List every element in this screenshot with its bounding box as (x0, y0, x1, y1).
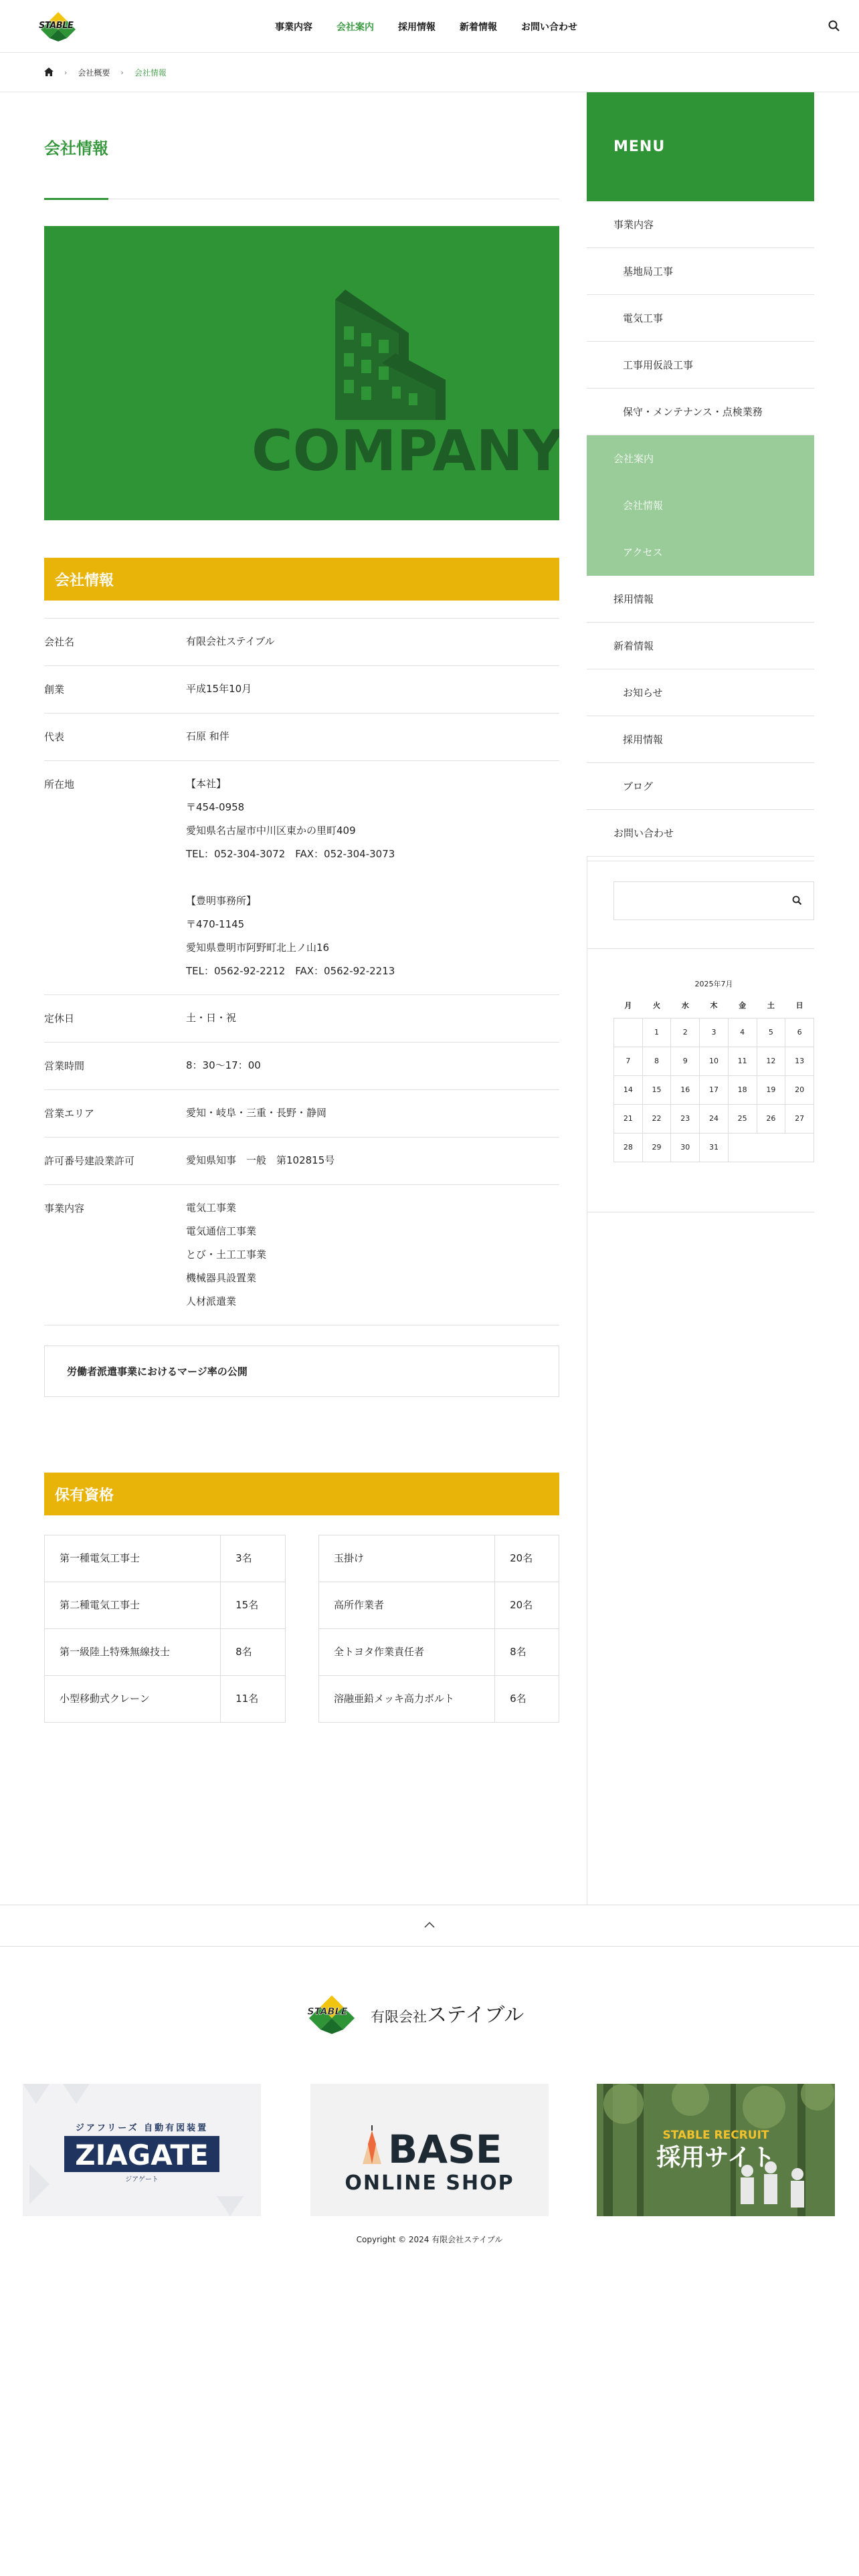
sidebar-menu-item[interactable]: 基地局工事 (587, 248, 814, 295)
svg-text:BASE: BASE (388, 2127, 502, 2172)
calendar-day: 19 (757, 1075, 785, 1104)
svg-text:ジアゲート: ジアゲート (125, 2176, 159, 2183)
info-row (44, 1042, 559, 1089)
nav-news[interactable]: 新着情報 (460, 21, 497, 33)
info-value-line: 愛知・岐阜・三重・長野・静岡 (186, 1107, 327, 1119)
calendar-day: 3 (700, 1018, 729, 1047)
qualification-count: 11名 (221, 1676, 286, 1723)
qualification-name: 第二種電気工事士 (45, 1582, 221, 1629)
svg-text:ジアフリーズ 自動有図装置: ジアフリーズ 自動有図装置 (75, 2123, 209, 2133)
qualifications-table-right (318, 1535, 559, 1723)
calendar-day: 7 (614, 1047, 643, 1075)
qualifications-table-left (44, 1535, 286, 1723)
base-shop-banner[interactable] (310, 2084, 549, 2216)
info-row (44, 1137, 559, 1184)
info-row (44, 994, 559, 1042)
info-label: 代表 (44, 731, 65, 743)
sidebar-menu-item[interactable]: 新着情報 (587, 623, 814, 669)
hero-image (44, 226, 559, 520)
main-nav (263, 0, 589, 53)
qualification-count: 20名 (495, 1582, 559, 1629)
info-label: 事業内容 (44, 1202, 85, 1214)
nav-company[interactable]: 会社案内 (337, 21, 374, 33)
site-logo[interactable] (39, 9, 78, 41)
info-value (186, 630, 559, 654)
nav-business[interactable]: 事業内容 (275, 21, 312, 33)
calendar-weekday: 水 (681, 1000, 689, 1010)
sidebar-search-input[interactable] (613, 881, 814, 920)
qualification-name: 第一級陸上特殊無線技士 (45, 1629, 221, 1676)
page-top-button[interactable] (0, 1905, 859, 1947)
home-icon[interactable] (44, 68, 54, 78)
info-value (186, 725, 559, 749)
svg-text:STABLE RECRUIT: STABLE RECRUIT (662, 2129, 769, 2142)
sidebar-menu-item[interactable]: 電気工事 (587, 295, 814, 342)
calendar-day: 22 (642, 1104, 671, 1133)
sidebar-menu-item[interactable]: お知らせ (587, 669, 814, 716)
calendar-weekday: 火 (653, 1000, 661, 1010)
info-value-line: 土・日・祝 (186, 1012, 237, 1024)
calendar-day: 28 (614, 1133, 643, 1162)
calendar-day: 10 (700, 1047, 729, 1075)
info-row (44, 760, 559, 994)
footer-logo[interactable] (306, 1992, 524, 2034)
svg-text:ZIAGATE: ZIAGATE (75, 2139, 209, 2171)
divider (587, 948, 814, 949)
qualifications-heading: 保有資格 (44, 1473, 559, 1515)
chevron-up-icon (424, 1921, 435, 1928)
svg-text:STABLE: STABLE (307, 2006, 348, 2018)
calendar-day: 9 (671, 1047, 700, 1075)
calendar-day: 1 (642, 1018, 671, 1047)
calendar-weekday: 木 (710, 1000, 718, 1010)
info-value-line: 愛知県知事 一般 第102815号 (186, 1154, 335, 1166)
search-icon[interactable] (791, 894, 804, 907)
info-value-line: 平成15年10月 (186, 683, 252, 695)
info-value (186, 1101, 559, 1125)
info-label: 定休日 (44, 1012, 75, 1025)
calendar (613, 992, 814, 1162)
qualification-row (45, 1582, 286, 1629)
info-value-line: 8：30〜17：00 (186, 1059, 261, 1071)
sidebar-menu-item[interactable]: 会社案内 (587, 435, 814, 482)
qualification-row (319, 1535, 559, 1582)
sidebar-menu-item[interactable]: お問い合わせ (587, 810, 814, 857)
breadcrumb-company-overview[interactable]: 会社概要 (78, 68, 110, 78)
calendar-day: 13 (785, 1047, 814, 1075)
company-info-table (44, 618, 559, 1325)
company-info-heading: 会社情報 (44, 558, 559, 601)
info-value-line: 機械器具設置業 (186, 1272, 257, 1284)
calendar-day: 12 (757, 1047, 785, 1075)
calendar-day: 4 (728, 1018, 757, 1047)
info-row (44, 1184, 559, 1325)
info-value-line: 電気工事業 (186, 1202, 237, 1214)
calendar-empty (728, 1133, 814, 1162)
sidebar-menu-item[interactable]: 事業内容 (587, 201, 814, 248)
logo-mark (39, 9, 78, 41)
calendar-day: 30 (671, 1133, 700, 1162)
sidebar-menu-item[interactable]: 採用情報 (587, 716, 814, 763)
calendar-weekday: 金 (739, 1000, 747, 1010)
ziagate-banner[interactable] (23, 2084, 261, 2216)
chevron-right-icon: › (64, 68, 68, 77)
sidebar-menu (587, 201, 814, 857)
sidebar-menu-item[interactable]: 保守・メンテナンス・点検業務 (587, 389, 814, 435)
info-value-line: とび・土工工事業 (186, 1249, 267, 1261)
margin-rate-link[interactable]: 労働者派遣事業におけるマージ率の公開 (44, 1346, 559, 1397)
calendar-day: 20 (785, 1075, 814, 1104)
sidebar-menu-item[interactable]: 採用情報 (587, 576, 814, 623)
info-value (186, 1196, 559, 1313)
info-value-line: 〒454-0958 (186, 801, 245, 813)
info-value-line: 〒470-1145 (186, 918, 245, 930)
info-label: 会社名 (44, 636, 75, 648)
info-row (44, 665, 559, 713)
info-value-line: 石原 和伴 (186, 730, 229, 742)
hero-company-text: COMPANY (252, 418, 559, 484)
calendar-day: 5 (757, 1018, 785, 1047)
breadcrumb (0, 53, 859, 92)
sidebar-menu-item[interactable]: アクセス (587, 529, 814, 576)
calendar-title: 2025年7月 (694, 980, 733, 988)
page-title: 会社情報 (44, 139, 108, 158)
calendar-day: 16 (671, 1075, 700, 1104)
info-value (186, 1149, 559, 1173)
title-accent (44, 198, 108, 200)
qualification-name: 玉掛け (319, 1535, 495, 1582)
info-label: 所在地 (44, 778, 75, 790)
info-label: 営業エリア (44, 1107, 95, 1119)
qualification-count: 8名 (221, 1629, 286, 1676)
calendar-day: 21 (614, 1104, 643, 1133)
calendar-day: 25 (728, 1104, 757, 1133)
info-value-line: TEL：052-304-3072 FAX：052-304-3073 (186, 848, 395, 860)
qualification-count: 3名 (221, 1535, 286, 1582)
info-value-line: 有限会社ステイブル (186, 635, 275, 647)
info-row (44, 713, 559, 760)
calendar-day (614, 1018, 643, 1047)
calendar-day: 23 (671, 1104, 700, 1133)
calendar-day: 27 (785, 1104, 814, 1133)
qualification-row (319, 1582, 559, 1629)
info-value-line (186, 866, 559, 889)
svg-text:採用サイト: 採用サイト (656, 2144, 775, 2171)
copyright: Copyright © 2024 有限会社ステイブル (356, 2235, 503, 2244)
calendar-day: 29 (642, 1133, 671, 1162)
calendar-day: 15 (642, 1075, 671, 1104)
qualification-name: 第一種電気工事士 (45, 1535, 221, 1582)
calendar-weekday: 土 (767, 1000, 775, 1010)
breadcrumb-current: 会社情報 (134, 68, 167, 78)
footer-logo-mark (306, 1992, 357, 2034)
calendar-day: 17 (700, 1075, 729, 1104)
calendar-day: 8 (642, 1047, 671, 1075)
sidebar-menu-item[interactable]: 会社情報 (587, 482, 814, 529)
info-value (186, 1054, 559, 1078)
nav-contact[interactable]: お問い合わせ (521, 21, 577, 33)
calendar-weekday: 日 (795, 1000, 803, 1010)
sidebar-menu-item[interactable]: ブログ (587, 763, 814, 810)
calendar-weekday: 月 (624, 1000, 632, 1010)
qualification-row (45, 1629, 286, 1676)
qualification-name: 高所作業者 (319, 1582, 495, 1629)
site-header (0, 0, 859, 53)
qualification-name: 全トヨタ作業責任者 (319, 1629, 495, 1676)
qualification-count: 8名 (495, 1629, 559, 1676)
calendar-day: 31 (700, 1133, 729, 1162)
info-row (44, 618, 559, 665)
qualification-name: 溶融亜鉛メッキ高力ボルト (319, 1676, 495, 1723)
calendar-day: 11 (728, 1047, 757, 1075)
info-label: 創業 (44, 683, 65, 695)
qualification-name: 小型移動式クレーン (45, 1676, 221, 1723)
info-value-line: 愛知県豊明市阿野町北上ノ山16 (186, 942, 330, 954)
calendar-day: 6 (785, 1018, 814, 1047)
qualification-row (45, 1676, 286, 1723)
info-label: 営業時間 (44, 1060, 85, 1072)
recruit-site-banner[interactable] (597, 2084, 835, 2216)
search-icon[interactable] (827, 19, 842, 33)
info-value-line: TEL：0562-92-2212 FAX：0562-92-2213 (186, 965, 395, 977)
qualification-count: 15名 (221, 1582, 286, 1629)
svg-text:ONLINE SHOP: ONLINE SHOP (345, 2171, 514, 2195)
info-value-line: 【本社】 (186, 778, 227, 790)
sidebar-menu-item[interactable]: 工事用仮設工事 (587, 342, 814, 389)
footer-company-name: 有限会社ステイブル (371, 2004, 524, 2027)
info-value-line: 電気通信工事業 (186, 1225, 257, 1237)
calendar-day: 24 (700, 1104, 729, 1133)
logo-text: STABLE (39, 21, 74, 31)
info-label: 許可番号建設業許可 (44, 1155, 135, 1167)
info-value (186, 772, 559, 983)
nav-recruit[interactable]: 採用情報 (398, 21, 436, 33)
qualification-count: 20名 (495, 1535, 559, 1582)
info-row (44, 1089, 559, 1137)
calendar-day: 14 (614, 1075, 643, 1104)
calendar-day: 2 (671, 1018, 700, 1047)
menu-heading: MENU (587, 92, 814, 201)
qualification-row (45, 1535, 286, 1582)
info-value (186, 1006, 559, 1031)
info-value-line: 【豊明事務所】 (186, 895, 257, 907)
info-value (186, 677, 559, 702)
qualification-count: 6名 (495, 1676, 559, 1723)
info-value-line: 愛知県名古屋市中川区東かの里町409 (186, 825, 356, 837)
qualification-row (319, 1676, 559, 1723)
chevron-right-icon: › (120, 68, 124, 77)
calendar-day: 18 (728, 1075, 757, 1104)
calendar-day: 26 (757, 1104, 785, 1133)
qualification-row (319, 1629, 559, 1676)
info-value-line: 人材派遣業 (186, 1295, 237, 1307)
